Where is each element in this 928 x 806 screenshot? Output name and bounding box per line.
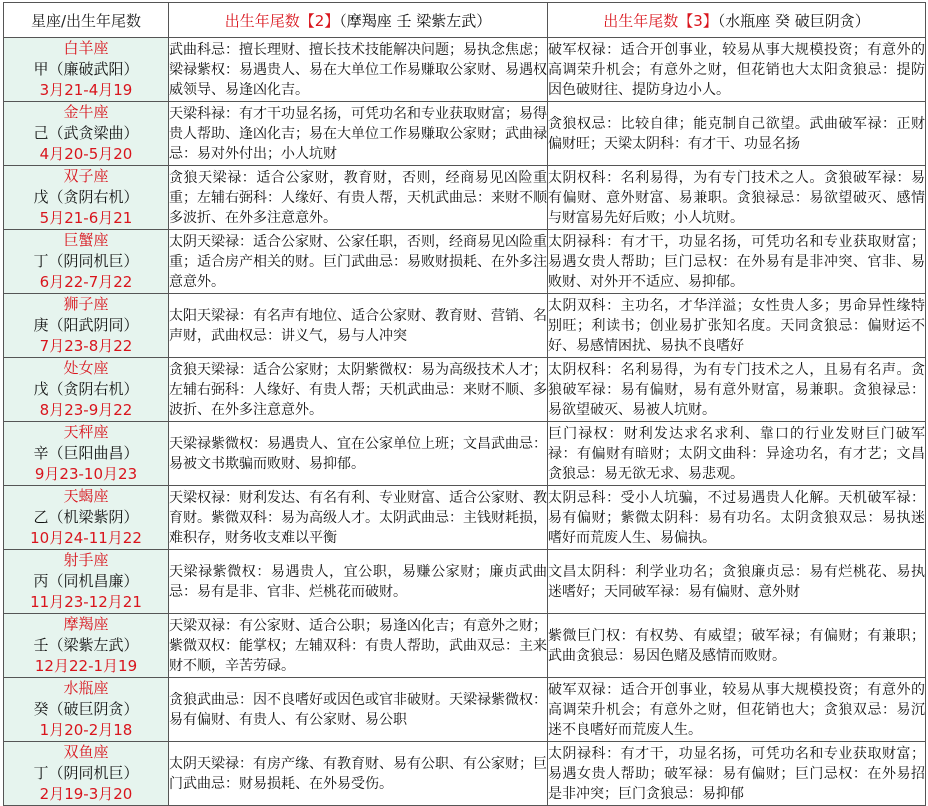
sign-name: 天蝎座	[63, 487, 109, 505]
year-3-cell	[548, 38, 926, 102]
sign-cell	[4, 422, 169, 486]
sign-name: 狮子座	[63, 295, 109, 313]
sign-name: 水瓶座	[63, 679, 109, 697]
year-3-cell	[548, 550, 926, 614]
sign-stars: 己（武贪梁曲）	[33, 124, 139, 142]
sign-cell	[4, 678, 169, 742]
year-2-cell	[169, 38, 548, 102]
sign-dates: 5月21-6月21	[39, 209, 133, 227]
sign-cell	[4, 230, 169, 294]
year-2-cell	[169, 294, 548, 358]
sign-dates: 8月23-9月22	[39, 401, 133, 419]
year-2-cell	[169, 422, 548, 486]
year-2-cell	[169, 678, 548, 742]
sign-stars: 丁（阴同机巨）	[33, 764, 139, 782]
sign-stars: 辛（巨阳曲昌）	[33, 444, 139, 462]
table-row	[4, 230, 926, 294]
year-2-cell	[169, 742, 548, 806]
year-3-cell	[548, 422, 926, 486]
sign-dates: 12月22-1月19	[34, 657, 138, 675]
sign-dates: 10月24-11月22	[30, 529, 142, 547]
year-3-text: 太阴双科：主功名，才华洋溢；女性贵人多；男命异性缘特别旺；利读书；创业易扩张知名度。天同贪狼忌：偏财运不好、易感情困扰、易执不良嗜好	[548, 297, 925, 354]
header-col-year-3	[548, 3, 926, 38]
header-col2-desc: （摩羯座 壬 梁紫左武）	[339, 11, 492, 30]
header-col3-num: 【3】	[678, 11, 718, 30]
year-3-text: 太阴权科：名利易得，为有专门技术之人。贪狼破军禄：易有偏财、意外财富、易兼职。贪狼禄忌：易欲望破灭、感情与财富易先好后败；小人坑财。	[548, 169, 925, 226]
sign-dates: 9月23-10月23	[34, 465, 138, 483]
year-3-text: 紫微巨门权：有权势、有威望；破军禄；有偏财；有兼职；武曲贪狼忌：易因色赌及感情而败财。	[548, 627, 925, 664]
horoscope-table	[3, 2, 926, 806]
sign-stars: 丁（阴同机巨）	[33, 252, 139, 270]
sign-cell	[4, 102, 169, 166]
sign-name: 巨蟹座	[63, 231, 109, 249]
year-2-cell	[169, 230, 548, 294]
table-row	[4, 102, 926, 166]
year-3-text: 破军双禄：适合开创事业，较易从事大规模投资；有意外的高调荣升机会；有意外之财，但花销也大；贪狼双忌：易沉迷不良嗜好而荒废人生。	[548, 681, 925, 738]
sign-dates: 6月22-7月22	[39, 273, 133, 291]
sign-cell	[4, 358, 169, 422]
year-2-text: 贪狼天梁禄：适合公家财；太阴紫微权：易为高级技术人才；左辅右弼科：人缘好、有贵人帮；天机武曲忌：来财不顺、多波折、在外多注意意外。	[169, 361, 547, 418]
sign-name: 射手座	[63, 551, 109, 569]
header-col3-desc: （水瓶座 癸 破巨阴贪）	[717, 11, 870, 30]
year-3-text: 破军权禄：适合开创事业，较易从事大规模投资；有意外的高调荣升机会；有意外之财，但花销也大太阳贪狼忌：提防因色破财往、提防身边小人。	[548, 41, 925, 98]
year-3-text: 太阴忌科：受小人坑骗，不过易遇贵人化解。天机破军禄：易有偏财；紫微太阴科：易有功名。太阴贪狼双忌：易执迷嗜好而荒废人生、易偏执。	[548, 489, 925, 546]
sign-dates: 2月19-3月20	[39, 785, 133, 803]
sign-name: 摩羯座	[63, 615, 109, 633]
year-3-cell	[548, 486, 926, 550]
table-row	[4, 358, 926, 422]
sign-dates: 3月21-4月19	[39, 81, 133, 99]
year-3-cell	[548, 294, 926, 358]
table-row	[4, 422, 926, 486]
year-3-cell	[548, 166, 926, 230]
year-2-text: 贪狼天梁禄：适合公家财，教育财，否则，经商易见凶险重重；左辅右弼科：人缘好、有贵人帮，天机武曲忌：来财不顺多波折、在外多注意意外。	[169, 169, 547, 226]
sign-cell	[4, 486, 169, 550]
sign-cell	[4, 38, 169, 102]
year-2-cell	[169, 166, 548, 230]
table-row	[4, 550, 926, 614]
sign-cell	[4, 614, 169, 678]
sign-cell	[4, 166, 169, 230]
year-2-text: 太阳天梁禄：有名声有地位、适合公家财、教育财、营销、名声财，武曲权忌：讲义气，易与人冲突	[169, 307, 547, 344]
year-2-text: 天梁禄紫微权：易遇贵人，宜公职，易赚公家财；廉贞武曲忌：易有是非、官非、烂桃花而破财。	[169, 563, 547, 600]
year-2-cell	[169, 358, 548, 422]
table-row	[4, 38, 926, 102]
year-3-cell	[548, 358, 926, 422]
year-2-text: 武曲科忌：擅长理财、擅长技术技能解决问题；易执念焦虑；梁禄紫权：易遇贵人、易在大单位工作易赚取公家财、易遇权威领导、易逢凶化吉。	[169, 41, 547, 98]
table-row	[4, 486, 926, 550]
sign-cell	[4, 294, 169, 358]
sign-name: 双鱼座	[63, 743, 109, 761]
sign-name: 处女座	[63, 359, 109, 377]
year-2-text: 天梁科禄：有才干功显名扬，可凭功名和专业获取财富；易得贵人帮助、逢凶化吉；易在大单位工作易赚取公家财；武曲禄忌：易对外付出；小人坑财	[169, 105, 547, 162]
year-2-text: 贪狼武曲忌：因不良嗜好或因色或官非破财。天梁禄紫微权：易有偏财、有贵人、有公家财、易公职	[169, 691, 547, 728]
year-2-cell	[169, 102, 548, 166]
sign-name: 双子座	[63, 167, 109, 185]
year-3-text: 太阴禄科：有才干，功显名扬，可凭功名和专业获取财富；易遇女贵人帮助；巨门忌权：在外易有是非冲突、官非、易败财、对外开不适应、易抑郁。	[548, 233, 925, 290]
header-col-year-2	[169, 3, 548, 38]
table-row	[4, 294, 926, 358]
sign-dates: 7月23-8月22	[39, 337, 133, 355]
year-3-text: 贪狼权忌：比较自律；能克制自己欲望。武曲破军禄：正财偏财旺；天梁太阴科：有才干、功显名扬	[548, 115, 925, 152]
header-col2-label: 出生年尾数	[224, 11, 300, 30]
year-3-cell	[548, 614, 926, 678]
year-2-text: 太阴天梁禄：适合公家财、公家任职，否则，经商易见凶险重重；适合房产相关的财。巨门武曲忌：易败财损耗、在外多注意意外。	[169, 233, 547, 290]
sign-name: 金牛座	[63, 103, 109, 121]
year-3-text: 文昌太阴科：利学业功名；贪狼廉贞忌：易有烂桃花、易执迷嗜好；天同破军禄：易有偏财、意外财	[548, 563, 925, 600]
header-row	[4, 3, 926, 38]
sign-dates: 4月20-5月20	[39, 145, 133, 163]
sign-stars: 丙（同机昌廉）	[33, 572, 139, 590]
sign-stars: 壬（梁紫左武）	[33, 636, 139, 654]
sign-stars: 甲（廉破武阳）	[33, 60, 139, 78]
year-2-text: 天梁权禄：财利发达、有名有利、专业财富、适合公家财、教育财。紫微双科：易为高级人才。太阴武曲忌：主钱财耗损，难积存，财务收支难以平衡	[169, 489, 547, 546]
sign-cell	[4, 742, 169, 806]
year-2-text: 太阴天梁禄：有房产缘、有教育财、易有公职、有公家财；巨门武曲忌：财易损耗、在外易受伤。	[169, 755, 547, 792]
year-3-cell	[548, 742, 926, 806]
sign-stars: 戊（贪阴右机）	[33, 380, 139, 398]
table-row	[4, 166, 926, 230]
header-col3-label: 出生年尾数	[603, 11, 679, 30]
year-2-cell	[169, 614, 548, 678]
year-3-cell	[548, 678, 926, 742]
year-3-cell	[548, 102, 926, 166]
year-3-text: 太阴禄科：有才干，功显名扬，可凭功名和专业获取财富；易遇女贵人帮助；破军禄：易有偏财；巨门忌权：在外易招是非冲突；巨门贪狼忌：易抑郁	[548, 745, 925, 802]
table-row	[4, 742, 926, 806]
year-2-text: 天梁禄紫微权：易遇贵人、宜在公家单位上班；文昌武曲忌：易被文书欺骗而败财、易抑郁。	[169, 435, 547, 472]
header-col-sign: 星座/出生年尾数	[4, 3, 169, 38]
sign-dates: 1月20-2月18	[39, 721, 133, 739]
table-row	[4, 614, 926, 678]
year-2-cell	[169, 486, 548, 550]
sign-stars: 戊（贪阴右机）	[33, 188, 139, 206]
sign-stars: 庚（阳武阴同）	[33, 316, 139, 334]
sign-stars: 癸（破巨阴贪）	[33, 700, 139, 718]
table-body	[4, 38, 926, 806]
year-3-cell	[548, 230, 926, 294]
year-3-text: 巨门禄权：财利发达求名求利、靠口的行业发财巨门破军禄：有偏财有暗财；太阴文曲科：异途功名，有才艺；文昌贪狼忌：易无欲无求、易悲观。	[548, 425, 925, 482]
year-2-cell	[169, 550, 548, 614]
sign-name: 白羊座	[63, 39, 109, 57]
year-2-text: 天梁双禄：有公家财、适合公职；易逢凶化吉；有意外之财；紫微双权：能掌权；左辅双科：有贵人帮助，武曲双忌：主来财不顺，辛苦劳碌。	[169, 617, 547, 674]
sign-dates: 11月23-12月21	[30, 593, 142, 611]
sign-stars: 乙（机梁紫阴）	[33, 508, 139, 526]
year-3-text: 太阴权科：名利易得，为有专门技术之人，且易有名声。贪狼破军禄：易有偏财，易有意外财富，易兼职。贪狼禄忌：易欲望破灭、易被人坑财。	[548, 361, 925, 418]
header-col2-num: 【2】	[299, 11, 340, 30]
sign-name: 天秤座	[63, 423, 109, 441]
sign-cell	[4, 550, 169, 614]
table-row	[4, 678, 926, 742]
